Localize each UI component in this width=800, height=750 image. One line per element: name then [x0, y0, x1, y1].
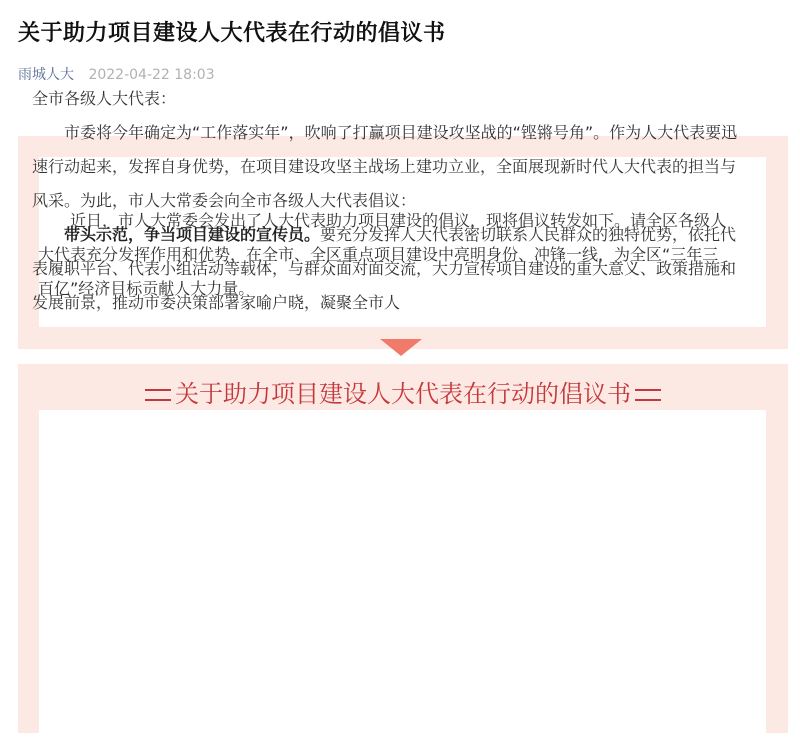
heading-left-decoration: [145, 389, 171, 401]
paragraph-2-text: 要充分发挥人大代表密切联系人民群众的独特优势，依托代表履职平台、代表小组活动等载体，与群众面对面交流，大力宣传项目建设的重大意义、政策措施和发展前景，推动市委决策部署家喻户晓，凝聚全市人: [32, 225, 737, 312]
intro-text: 近日，市人大常委会发出了人大代表助力项目建设的倡议，现将倡议转发如下。请全区各级人大代表充分发挥作用和优势，在全市、全区重点项目建设中亮明身份、冲锋一线，为全区“三年三百亿”经济目标贡献人大力量。: [38, 211, 727, 298]
paragraph-2: [32, 218, 744, 320]
article-title: 关于助力项目建设人大代表在行动的倡议书: [18, 21, 446, 46]
proposal-body: [32, 82, 744, 320]
article-meta: [18, 64, 215, 84]
paragraph-2-lead: 带头示范，争当项目建设的宣传员。: [64, 225, 321, 244]
paragraph-1: 市委将今年确定为“工作落实年”，吹响了打赢项目建设攻坚战的“铿锵号角”。作为人大代表要迅速行动起来，发挥自身优势，在项目建设攻坚主战场上建功立业，全面展现新时代人大代表的担当与风采。为此，市人大常委会向全市各级人大代表倡议：: [32, 123, 738, 210]
salutation: 全市各级人大代表：: [32, 89, 177, 108]
proposal-frame: [18, 364, 788, 733]
heading-right-decoration: [635, 389, 661, 401]
proposal-heading: [18, 374, 788, 409]
proposal-heading-text: 关于助力项目建设人大代表在行动的倡议书: [175, 380, 631, 408]
publish-time: 2022-04-22 18:03: [88, 67, 215, 83]
down-arrow-icon: [380, 339, 422, 356]
proposal-card: [39, 410, 766, 750]
author-link[interactable]: 雨城人大: [18, 67, 74, 83]
